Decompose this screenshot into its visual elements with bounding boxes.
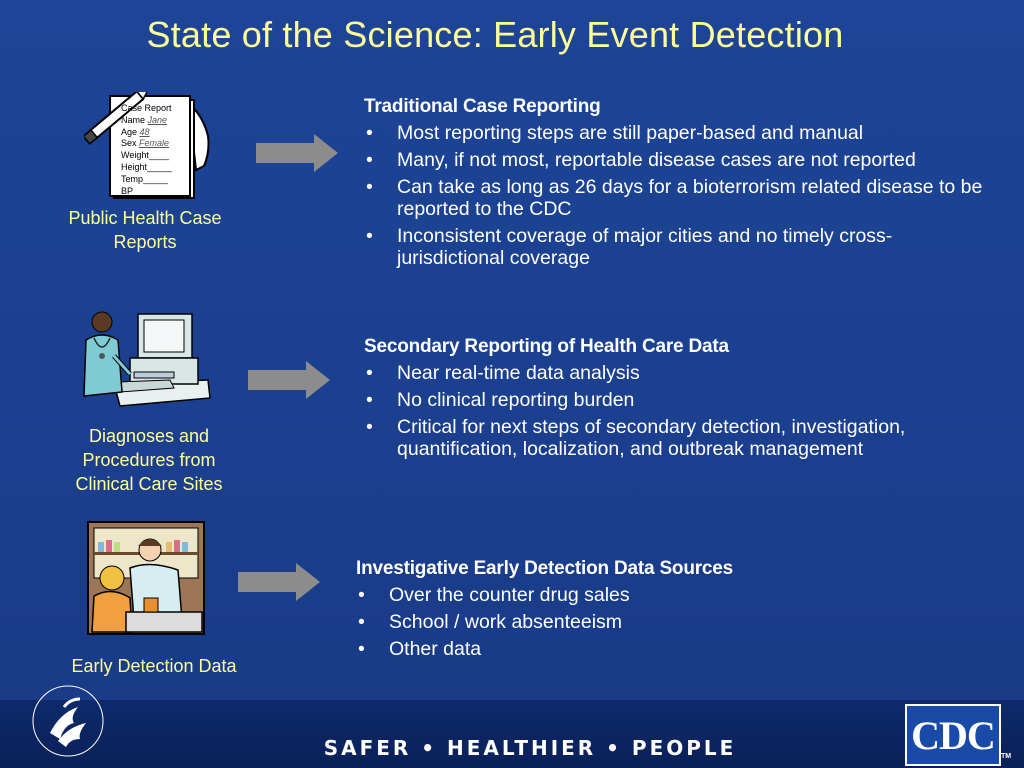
arrow-right-icon (248, 361, 332, 399)
bullet-item: • Over the counter drug sales (356, 584, 986, 606)
doctor-at-computer-icon (80, 306, 212, 416)
form-sex: Sex Female (121, 138, 170, 149)
section-heading: Investigative Early Detection Data Sources (356, 558, 734, 579)
bullet-item: • Many, if not most, reportable disease cases are not reported (364, 149, 994, 171)
caption-early-detection-data: Early Detection Data (71, 656, 237, 676)
form-bp: BP______ (121, 185, 164, 196)
section-traditional-case-reporting (364, 96, 994, 274)
form-age: Age 48 (121, 126, 150, 137)
bullet-item: • Most reporting steps are still paper-based and manual (364, 122, 994, 144)
form-height: Height_____ (121, 161, 173, 172)
bullet-item: • Inconsistent coverage of major cities and no timely cross-jurisdictional coverage (364, 225, 994, 269)
arrow-right-icon (256, 134, 340, 172)
section-investigative-sources (356, 558, 986, 665)
bullet-list (364, 122, 994, 269)
caption-public-health-case-reports: Public Health Case Reports (68, 208, 222, 252)
footer-tagline: SAFER • HEALTHIER • PEOPLE (323, 736, 737, 760)
form-name: Name Jane (121, 114, 168, 125)
section-heading: Secondary Reporting of Health Care Data (364, 336, 729, 357)
bullet-list (364, 362, 994, 460)
bullet-item: • School / work absenteeism (356, 611, 986, 633)
bullet-list (356, 584, 986, 660)
section-secondary-reporting (364, 336, 994, 465)
form-temp: Temp_____ (121, 173, 169, 184)
bullet-item: • No clinical reporting burden (364, 389, 994, 411)
caption-diagnoses-procedures: Diagnoses and Procedures from Clinical Care Sites (75, 426, 223, 494)
section-heading: Traditional Case Reporting (364, 96, 601, 117)
form-weight: Weight____ (121, 150, 169, 161)
arrow-right-icon (238, 563, 322, 601)
form-heading: Case Report (121, 103, 172, 113)
bullet-item: • Other data (356, 638, 986, 660)
bullet-item: • Can take as long as 26 days for a bioterrorism related disease to be reported to the CDC (364, 176, 994, 220)
hhs-seal-icon (30, 683, 106, 759)
pharmacist-icon (86, 520, 206, 636)
bullet-item: • Near real-time data analysis (364, 362, 994, 384)
trademark-symbol: TM (1001, 753, 1012, 760)
bullet-item: • Critical for next steps of secondary detection, investigation, quantification, localization, and outbreak management (364, 416, 994, 460)
cdc-logo: CDC (905, 704, 1001, 766)
slide-title: State of the Science: Early Event Detection (146, 14, 844, 55)
case-report-form (121, 103, 181, 197)
